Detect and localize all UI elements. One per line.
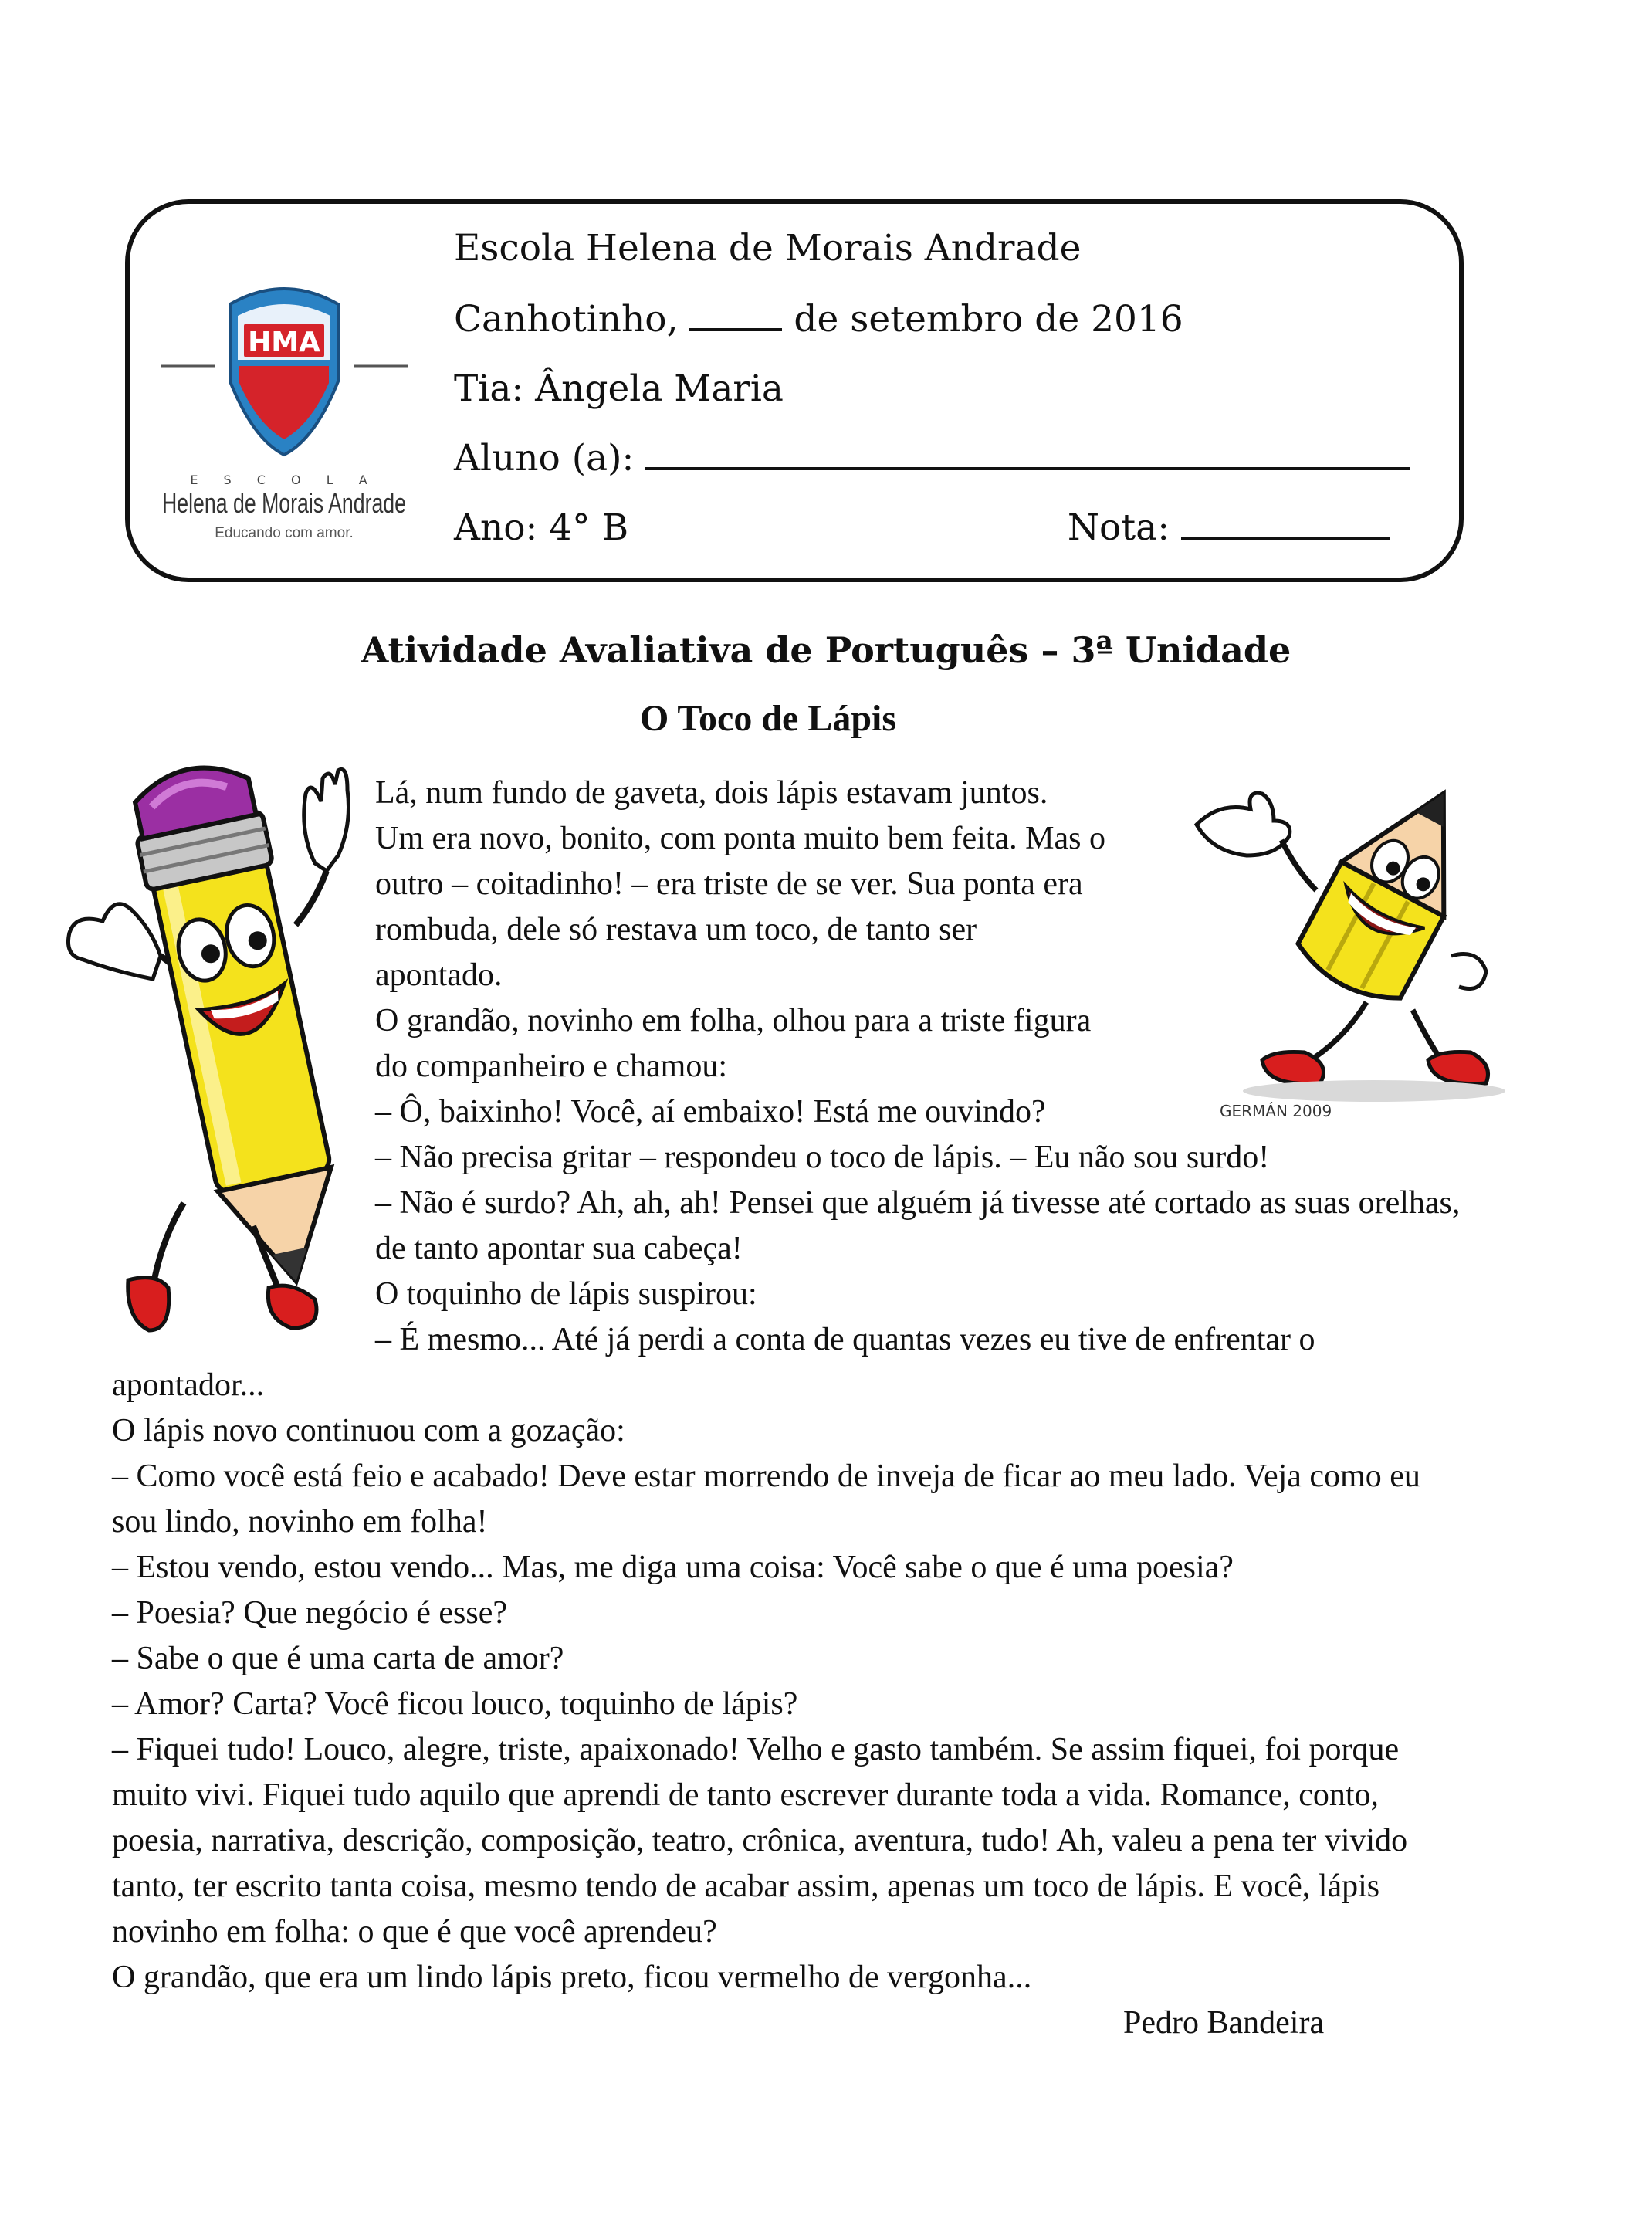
story-line: – É mesmo... Até já perdi a conta de quantas vezes eu tive de enfrentar o [375, 1322, 1315, 1357]
school-name: Escola Helena de Morais Andrade [454, 227, 1082, 269]
story-line: novinho em folha: o que é que você aprendeu? [112, 1914, 717, 1950]
student-line [454, 437, 1442, 479]
story-line: – Estou vendo, estou vendo... Mas, me diga uma coisa: Você sabe o que é uma poesia? [112, 1550, 1234, 1585]
story-line: – Fiquei tudo! Louco, alegre, triste, apaixonado! Velho e gasto também. Se assim fiquei, foi porque [112, 1732, 1400, 1767]
school-logo [161, 250, 408, 544]
grade-blank[interactable] [1181, 513, 1390, 540]
story-line: apontador... [112, 1367, 265, 1403]
story-line: – Não é surdo? Ah, ah, ah! Pensei que alguém já tivesse até cortado as suas orelhas, [375, 1185, 1461, 1221]
story-line: – Ô, baixinho! Você, aí embaixo! Está me ouvindo? [375, 1094, 1046, 1130]
illustrator-signature: GERMÁN 2009 [1220, 1102, 1332, 1120]
date-line [454, 298, 1442, 340]
date-prefix: Canhotinho, [454, 298, 679, 340]
pencil-stub-character-right-illustration [1189, 747, 1513, 1118]
story-line: O grandão, que era um lindo lápis preto, ficou vermelho de vergonha... [112, 1960, 1032, 1995]
story-line: rombuda, dele só restava um toco, de tanto ser [375, 912, 977, 947]
logo-school-name: Helena de Morais Andrade [162, 487, 406, 519]
story-line: O grandão, novinho em folha, olhou para a triste figura [375, 1003, 1092, 1038]
story-author: Pedro Bandeira [1123, 2005, 1325, 2041]
story-line: Lá, num fundo de gaveta, dois lápis estavam juntos. [375, 775, 1048, 811]
story-line: outro – coitadinho! – era triste de se ver. Sua ponta era [375, 866, 1083, 902]
story-line: tanto, ter escrito tanta coisa, mesmo tendo de acabar assim, apenas um toco de lápis. E você, lápis [112, 1868, 1380, 1904]
story-line: apontado. [375, 957, 503, 993]
story-line: de tanto apontar sua cabeça! [375, 1231, 743, 1266]
story-line: – Como você está feio e acabado! Deve estar morrendo de inveja de ficar ao meu lado. Veja como eu [112, 1458, 1420, 1494]
year-label: Ano: 4° B [454, 506, 629, 549]
logo-escola-label: E S C O L A [190, 473, 378, 487]
logo-badge-text: HMA [248, 327, 320, 358]
logo-slogan: Educando com amor. [215, 525, 354, 541]
story-line: – Não precisa gritar – respondeu o toco de lápis. – Eu não sou surdo! [375, 1140, 1270, 1175]
story-line: poesia, narrativa, descrição, composição, teatro, crônica, aventura, tudo! Ah, valeu a pena ter vivido [112, 1823, 1408, 1858]
story-line: – Amor? Carta? Você ficou louco, toquinho de lápis? [112, 1686, 798, 1722]
story-line: O toquinho de lápis suspirou: [375, 1276, 757, 1312]
year-grade-line [454, 506, 1442, 549]
story-line: – Sabe o que é uma carta de amor? [112, 1641, 564, 1676]
grade-label: Nota: [1067, 506, 1170, 549]
story-line: do companheiro e chamou: [375, 1049, 728, 1084]
story-title: O Toco de Lápis [639, 698, 897, 739]
story-line: muito vivi. Fiquei tudo aquilo que aprendi de tanto escrever durante toda a vida. Romance, conto, [112, 1777, 1379, 1813]
teacher-line: Tia: Ângela Maria [454, 368, 784, 410]
header-box [125, 199, 1464, 582]
student-label: Aluno (a): [454, 437, 635, 479]
activity-title: Atividade Avaliativa de Português – 3ª Unidade [361, 629, 1291, 671]
grade-field [1067, 506, 1390, 549]
pencil-character-left-illustration [60, 747, 354, 1334]
date-suffix: de setembro de 2016 [794, 298, 1183, 340]
story-line: Um era novo, bonito, com ponta muito bem feita. Mas o [375, 821, 1105, 856]
day-blank[interactable] [689, 305, 782, 331]
story-line: sou lindo, novinho em folha! [112, 1504, 488, 1540]
story-line: – Poesia? Que negócio é esse? [112, 1595, 507, 1631]
story-line: O lápis novo continuou com a gozação: [112, 1413, 625, 1448]
student-name-blank[interactable] [645, 444, 1410, 470]
